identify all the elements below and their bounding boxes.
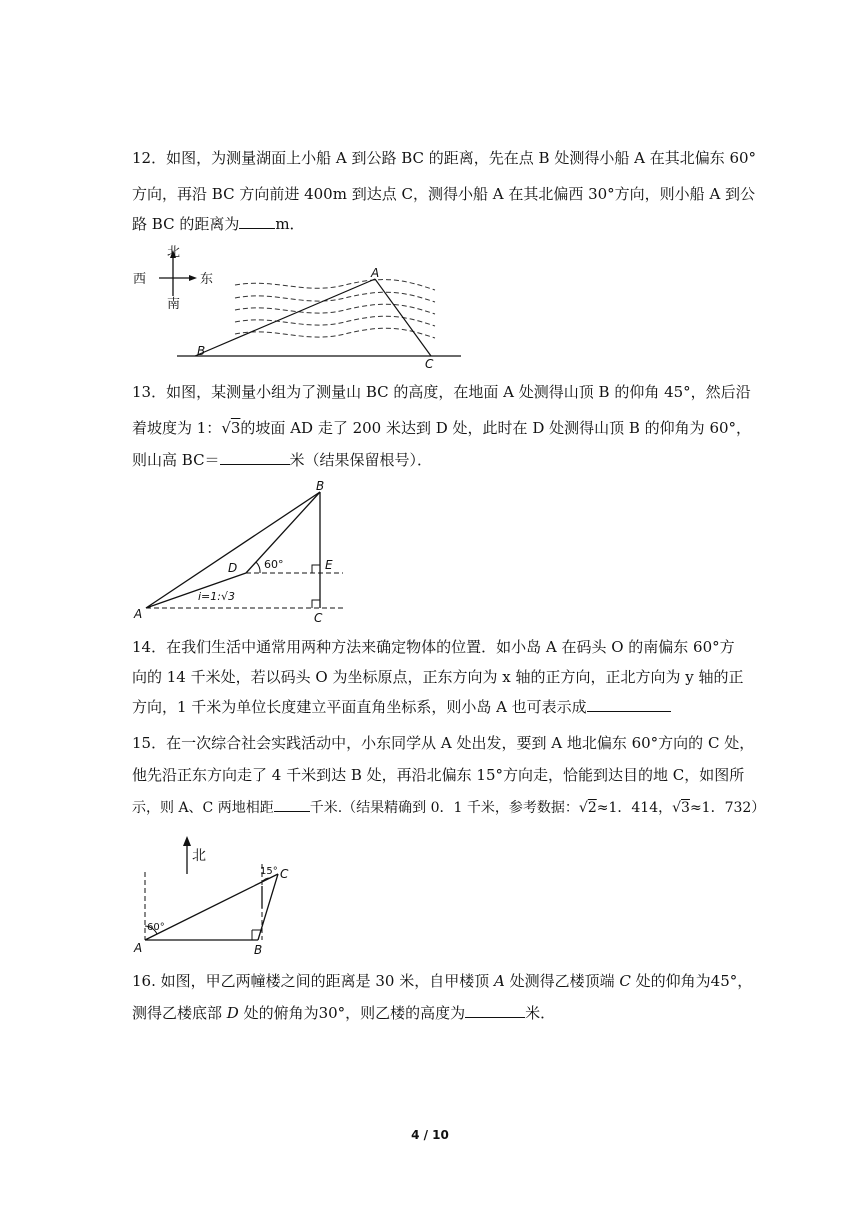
- q14-line-3: 方向，1 千米为单位长度建立平面直角坐标系，则小岛 A 也可表示成: [132, 697, 671, 717]
- q15-figure: [130, 830, 305, 960]
- slope-label: i=1:√3: [198, 590, 235, 603]
- north-label: 北: [192, 848, 206, 864]
- answer-blank: [465, 1003, 525, 1018]
- answer-blank: [220, 450, 290, 465]
- answer-blank: [587, 697, 671, 712]
- answer-blank: [274, 797, 310, 812]
- q15-line-1: 15．在一次综合社会实践活动中，小东同学从 A 处出发，要到 A 地北偏东 60°方向的 C 处，: [132, 734, 755, 752]
- q13-line-3: 则山高 BC＝ 米（结果保留根号）．: [132, 451, 433, 469]
- page-number: 4 / 10: [411, 1128, 449, 1142]
- q15-line-2: 他先沿正东方向走了 4 千米到达 B 处，再沿北偏东 15°方向走，恰能到达目的地 C，如图所: [132, 766, 745, 784]
- label-b: B: [254, 943, 263, 957]
- q16-line-1: 16. 如图，甲乙两幢楼之间的距离是 30 米，自甲楼顶 A 处测得乙楼顶端 C 处的仰角为45°，: [132, 972, 753, 990]
- angle-a-label: 60°: [147, 922, 165, 933]
- q15-line-3: 示，则 A、C 两地相距 千米.（结果精确到 0．1 千米，参考数据：√2≈1．414，√3≈1．732）: [132, 797, 765, 818]
- label-a: A: [134, 941, 143, 955]
- compass-west: 西: [133, 272, 147, 287]
- angle-b-label: 15°: [260, 866, 278, 877]
- label-a: A: [134, 607, 143, 621]
- compass-south: 南: [167, 297, 181, 312]
- compass-north: 北: [167, 245, 181, 260]
- angle-label: 60°: [264, 558, 284, 571]
- q12-line-2: 方向，再沿 BC 方向前进 400m 到达点 C，测得小船 A 在其北偏西 30°方向，则小船 A 到公: [132, 185, 756, 203]
- label-c: C: [280, 867, 289, 881]
- q13-line-2: 着坡度为 1：√3的坡面 AD 走了 200 米达到 D 处，此时在 D 处测得山顶 B 的仰角为 60°，: [132, 419, 752, 437]
- q13-line-1: 13．如图，某测量小组为了测量山 BC 的高度，在地面 A 处测得山顶 B 的仰角 45°，然后沿: [132, 383, 751, 401]
- q13-figure: [128, 478, 358, 625]
- q12-line-3: 路 BC 的距离为 m．: [132, 215, 305, 233]
- label-e: E: [325, 558, 333, 572]
- q16-line-2: 测得乙楼底部 D 处的俯角为30°，则乙楼的高度为 米．: [132, 1004, 556, 1022]
- label-b: B: [316, 479, 325, 493]
- label-d: D: [228, 561, 238, 575]
- label-a: A: [371, 266, 380, 280]
- label-b: B: [197, 344, 206, 358]
- q12-figure: [125, 240, 470, 371]
- label-c: C: [314, 611, 323, 625]
- answer-blank: [239, 214, 275, 229]
- compass-east: 东: [200, 272, 214, 287]
- label-c: C: [425, 357, 434, 371]
- q14-line-1: 14．在我们生活中通常用两种方法来确定物体的位置．如小岛 A 在码头 O 的南偏东 60°方: [132, 638, 735, 656]
- q14-line-2: 向的 14 千米处，若以码头 O 为坐标原点，正东方向为 x 轴的正方向，正北方向为 y 轴的正: [132, 668, 744, 686]
- q12-line-1: 12．如图，为测量湖面上小船 A 到公路 BC 的距离，先在点 B 处测得小船 A 在其北偏东 60°: [132, 149, 757, 167]
